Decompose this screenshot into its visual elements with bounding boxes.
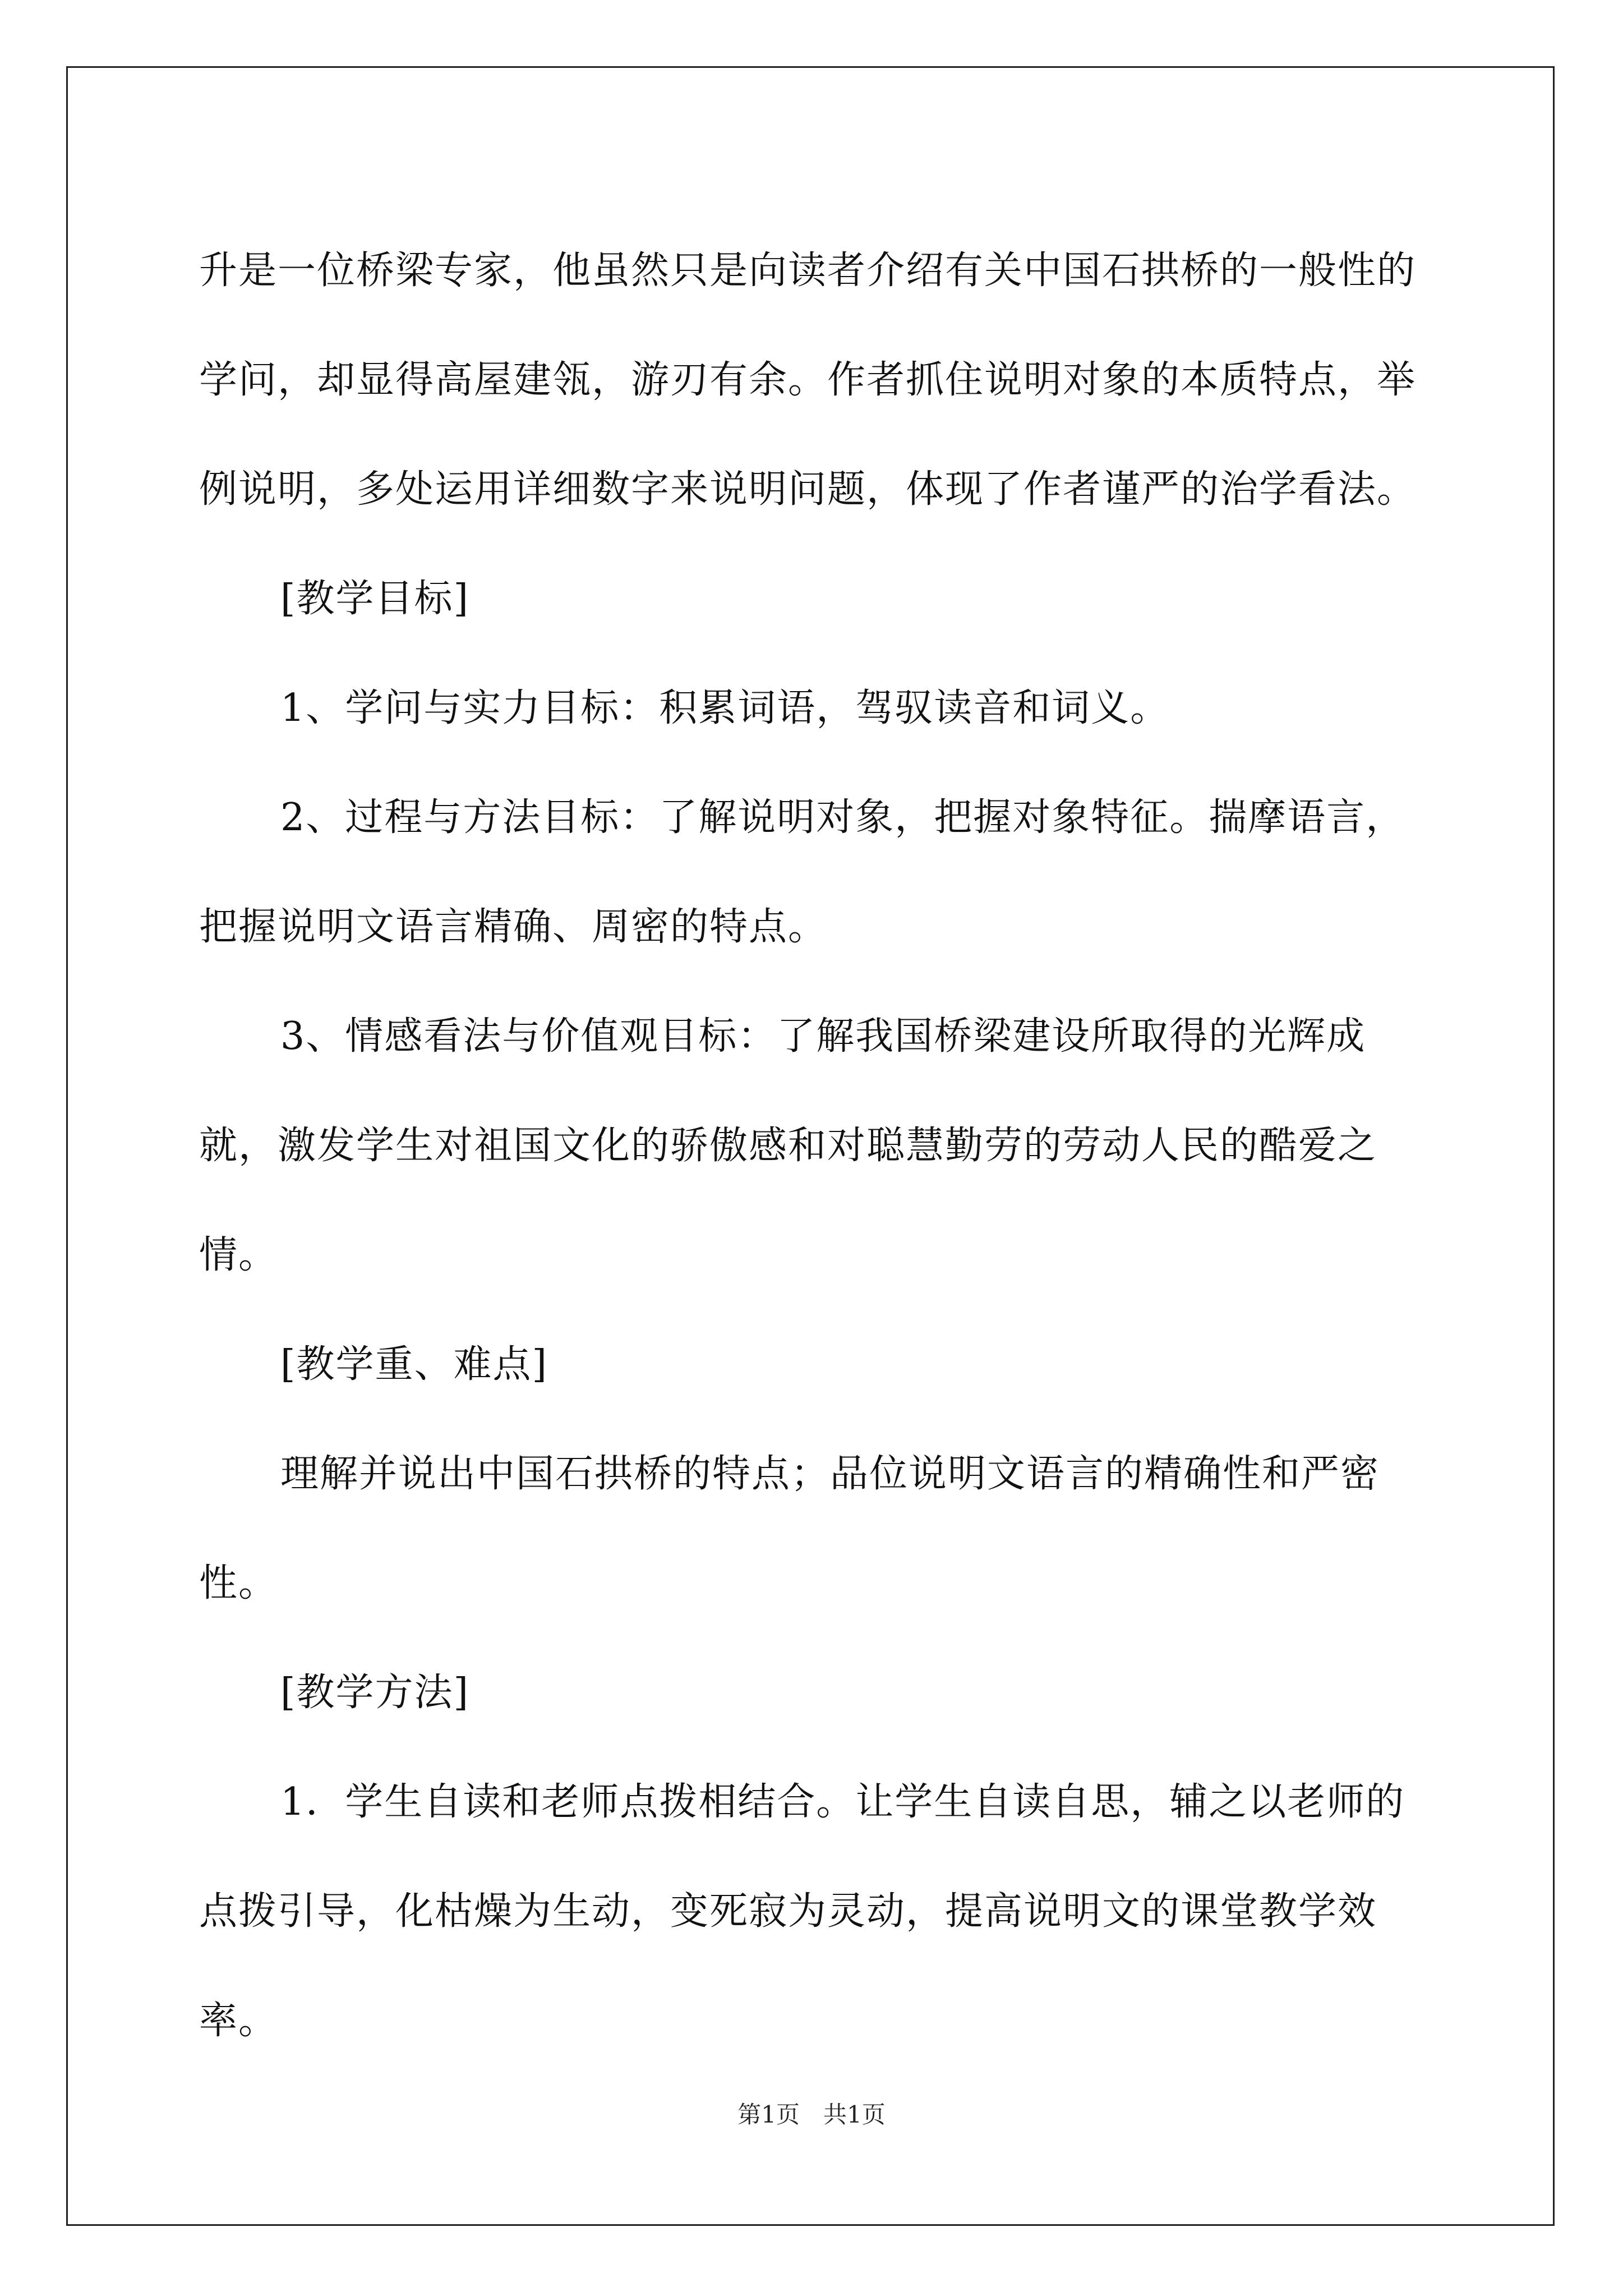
document-body xyxy=(199,216,1427,2076)
heading-teaching-methods: [教学方法] xyxy=(280,1671,470,1715)
paragraph-goal-1: 1、学问与实力目标：积累词语，驾驭读音和词义。 xyxy=(280,686,1170,730)
heading-key-points: [教学重、难点] xyxy=(280,1342,548,1387)
paragraph-method-1: 1．学生自读和老师点拨相结合。让学生自读自思，辅之以老师的点拨引导，化枯燥为生动，变死寂为灵动，提高说明文的课堂教学效率。 xyxy=(199,1780,1405,2043)
paragraph-goal-2: 2、过程与方法目标：了解说明对象，把握对象特征。揣摩语言，把握说明文语言精确、周密的特点。 xyxy=(199,795,1405,949)
heading-teaching-goals: [教学目标] xyxy=(280,577,470,621)
paragraph-intro: 升是一位桥梁专家，他虽然只是向读者介绍有关中国石拱桥的一般性的学问，却显得高屋建瓴，游刃有余。作者抓住说明对象的本质特点，举例说明，多处运用详细数字来说明问题，体现了作者谨严的治学看法。 xyxy=(199,249,1417,512)
paragraph-goal-3: 3、情感看法与价值观目标：了解我国桥梁建设所取得的光辉成就，激发学生对祖国文化的骄傲感和对聪慧勤劳的劳动人民的酷爱之情。 xyxy=(199,1014,1377,1277)
page-number-footer: 第1页 共1页 xyxy=(737,2101,886,2128)
paragraph-key-points: 理解并说出中国石拱桥的特点；品位说明文语言的精确性和严密性。 xyxy=(199,1452,1380,1605)
